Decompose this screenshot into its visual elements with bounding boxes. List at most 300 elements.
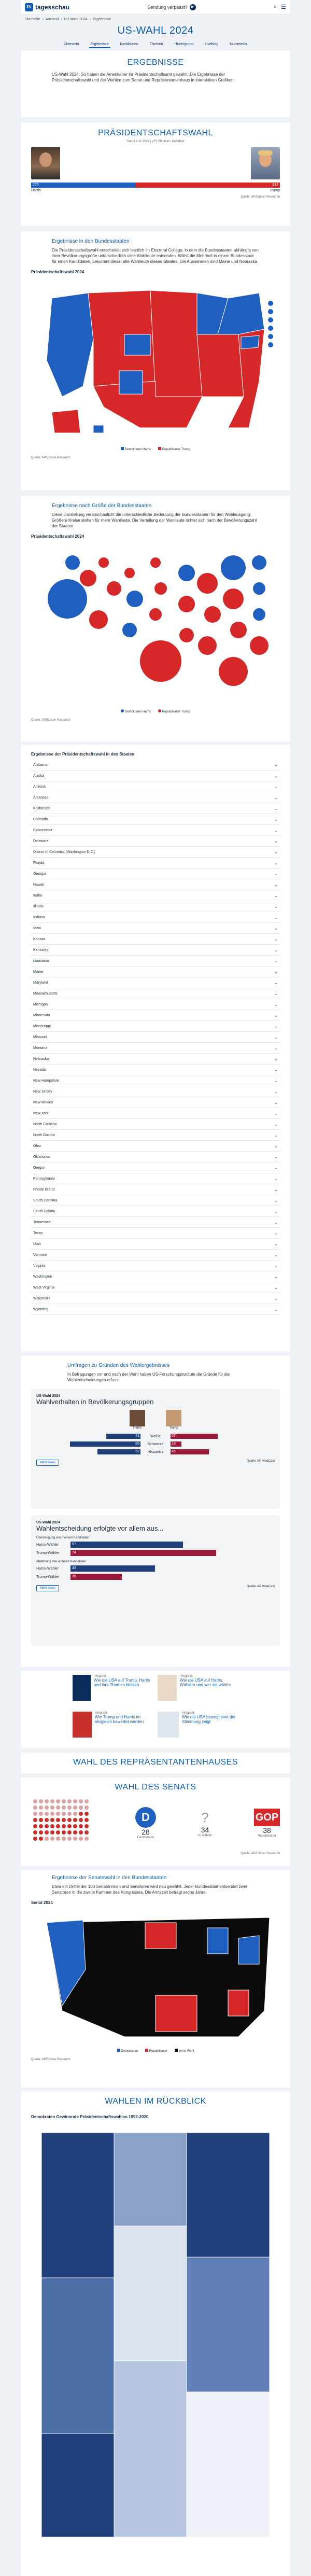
states-map-section (21, 231, 290, 491)
history-section (21, 2092, 290, 2576)
senate-seat (84, 1812, 89, 1816)
senate-map-state-rep (156, 1995, 197, 2032)
dem-label: Demokraten (137, 1836, 154, 1839)
chevron-down-icon: ⌄ (274, 1198, 278, 1203)
presidential-section (21, 122, 290, 226)
section-tabs (62, 41, 249, 48)
chevron-down-icon: ⌄ (274, 773, 278, 778)
state-accordion-row[interactable] (31, 869, 280, 879)
state-accordion-row[interactable] (31, 1065, 280, 1075)
breadcrumb: Startseite › Ausland › US-Wahl 2024 › Ergebnisse (25, 18, 111, 21)
state-name: Montana (33, 1046, 48, 1050)
chevron-down-icon: ⌄ (274, 958, 278, 963)
tagesschau-logo[interactable] (25, 3, 69, 11)
bubble-state (219, 657, 248, 686)
state-name: Delaware (33, 839, 49, 843)
senate-map-source: Quelle: AP/Edison Research (31, 2058, 70, 2061)
senate-seat (62, 1837, 66, 1841)
chevron-down-icon: ⌄ (274, 1067, 278, 1072)
state-accordion-row[interactable] (31, 825, 280, 836)
motivation-row (36, 1542, 275, 1548)
state-name: Maryland (33, 981, 48, 985)
senate-seat (84, 1837, 89, 1841)
state-name: Massachusetts (33, 991, 58, 996)
live-label: Sendung verpasst? (147, 4, 188, 10)
state-name: Oregon (33, 1166, 46, 1170)
state-name: New Mexico (33, 1100, 53, 1104)
tab-results[interactable]: Ergebnisse (89, 41, 110, 48)
history-map-region (114, 2133, 187, 2226)
state-accordion-row[interactable] (31, 901, 280, 912)
state-name: Vermont (33, 1253, 47, 1257)
senate-heading: WAHL DES SENATS (115, 1783, 196, 1791)
state-name: Connecticut (33, 828, 52, 832)
live-link[interactable] (147, 4, 196, 10)
trump-group-bar (171, 1449, 209, 1454)
state-accordion-row[interactable] (31, 836, 280, 847)
card-kicker: US-Wahl 2024 (36, 1394, 61, 1398)
senate-seat (45, 1818, 49, 1822)
state-accordion-row[interactable] (31, 1043, 280, 1054)
state-accordion-row[interactable] (31, 934, 280, 945)
state-name: West Virginia (33, 1285, 54, 1290)
tab-liveblog[interactable]: Liveblog (205, 43, 219, 46)
bubble-state (223, 589, 244, 609)
bubble-map-legend (31, 709, 280, 713)
state-accordion-row[interactable] (31, 956, 280, 967)
state-name: District of Columbia (Washington D.C.) (33, 850, 95, 854)
senate-seat (39, 1837, 43, 1841)
map-midwest-south (197, 334, 244, 397)
senate-seat-grid (31, 1797, 93, 1849)
senate-seat (67, 1812, 72, 1816)
legend-rep: Republikaner Trump (162, 448, 190, 451)
chevron-down-icon: ⌄ (274, 1274, 278, 1279)
tab-overview[interactable]: Übersicht (64, 43, 79, 46)
state-accordion-row[interactable] (31, 1108, 280, 1119)
chevron-down-icon: ⌄ (274, 882, 278, 887)
state-accordion-row[interactable] (31, 1271, 280, 1282)
chevron-down-icon: ⌄ (274, 1100, 278, 1105)
state-accordion-row[interactable] (31, 988, 280, 999)
bubble-state (204, 606, 221, 623)
chevron-down-icon: ⌄ (274, 991, 278, 996)
senate-seat (79, 1830, 83, 1835)
state-accordion-row[interactable] (31, 792, 280, 803)
senate-seat (67, 1805, 72, 1810)
chevron-down-icon: ⌄ (274, 849, 278, 855)
senate-seat (39, 1830, 43, 1835)
trump-name: Trump (270, 189, 280, 192)
history-map[interactable] (31, 2122, 280, 2547)
survey-card-groups (31, 1389, 280, 1508)
senate-seat (56, 1799, 60, 1803)
state-accordion-row[interactable] (31, 1130, 280, 1141)
state-accordion-row[interactable] (31, 1217, 280, 1228)
site-header (21, 0, 290, 15)
senate-seat (73, 1812, 77, 1816)
bubble-state (178, 596, 195, 612)
harris-group-bar (70, 1441, 140, 1447)
card-source: Quelle: AP VoteCast (246, 1460, 275, 1463)
state-name: Tennessee (33, 1220, 51, 1224)
state-name: Virginia (33, 1264, 46, 1268)
tab-background[interactable]: Hintergrund (174, 43, 194, 46)
breadcrumb-item[interactable]: Ausland (45, 18, 59, 21)
motivation-row (36, 1550, 275, 1556)
search-icon[interactable]: ⌕ (273, 4, 277, 10)
menu-icon[interactable]: ☰ (281, 4, 286, 10)
state-accordion-row[interactable] (31, 1261, 280, 1271)
teaser-title: Wie die USA bewegt sind die Stimmung zeigt (181, 1715, 235, 1724)
state-accordion-row[interactable] (31, 771, 280, 781)
state-accordion-row[interactable] (31, 760, 280, 771)
senate-map-legend (31, 2049, 280, 2053)
state-accordion-row[interactable] (31, 999, 280, 1010)
senate-seat (79, 1824, 83, 1828)
bubble-map-heading: Ergebnisse nach Größe der Bundesstaaten (52, 503, 152, 509)
more-button[interactable]: Mehr lesen (36, 1585, 59, 1591)
play-icon: ▶ (190, 4, 196, 10)
senate-seat (84, 1824, 89, 1828)
rep-seat-count: 38 (263, 1826, 271, 1835)
gop-logo-icon: GOP (254, 1809, 280, 1826)
chevron-down-icon: ⌄ (274, 817, 278, 822)
senate-map-state-dem (207, 1928, 228, 1954)
card-title: Wahlverhalten in Bevölkerungsgruppen (36, 1398, 154, 1406)
senate-seat (45, 1812, 49, 1816)
teaser-grid (21, 1671, 290, 1748)
senate-seat (79, 1805, 83, 1810)
bubble-state (48, 579, 87, 619)
bubble-state (221, 555, 246, 580)
harris-group-value: 52 (135, 1450, 139, 1453)
house-heading: WAHL DES REPRÄSENTANTENHAUSES (73, 1758, 238, 1767)
map-small-state-marker (268, 334, 273, 339)
state-accordion-row[interactable] (31, 1119, 280, 1130)
trump-bar (136, 183, 280, 188)
state-accordion-row[interactable] (31, 879, 280, 890)
state-accordion-row[interactable] (31, 967, 280, 977)
state-accordion-row[interactable] (31, 1163, 280, 1173)
senate-map-state-dem (238, 1936, 259, 1964)
senate-seat (73, 1830, 77, 1835)
state-name: Wyoming (33, 1307, 49, 1311)
senate-seat (45, 1799, 49, 1803)
state-accordion-row[interactable] (31, 945, 280, 956)
state-name: Kansas (33, 937, 46, 941)
legend-none: keine Wahl (178, 2050, 194, 2053)
state-accordion-row[interactable] (31, 1075, 280, 1086)
senate-seat (33, 1818, 37, 1822)
state-name: Michigan (33, 1002, 48, 1006)
senate-seat (50, 1830, 54, 1835)
state-name: Iowa (33, 926, 41, 930)
senate-seat (45, 1837, 49, 1841)
breadcrumb-item[interactable]: US-Wahl 2024 (64, 18, 88, 21)
state-name: Arizona (33, 785, 46, 789)
bubble-map-title: Präsidentschaftswahl 2024 (31, 534, 84, 539)
open-seat-count: 34 (201, 1825, 209, 1834)
state-name: Mississippi (33, 1024, 51, 1028)
senate-seat (33, 1837, 37, 1841)
teaser-card[interactable] (73, 1712, 153, 1744)
chevron-down-icon: ⌄ (274, 1307, 278, 1312)
senate-seat (73, 1805, 77, 1810)
state-name: Louisiana (33, 959, 49, 963)
history-chart-title: Demokraten Gewinnrate Präsidentschaftswahlen 1992-2020 (31, 2115, 149, 2119)
state-name: Kentucky (33, 948, 48, 952)
harris-group-value: 41 (135, 1434, 139, 1438)
bubble-state (252, 555, 266, 570)
senate-seat (62, 1812, 66, 1816)
trump-group-value: 46 (172, 1450, 176, 1453)
state-accordion-row[interactable] (31, 1228, 280, 1239)
history-map-region (41, 2278, 114, 2433)
card-harris-label: Harris (133, 1426, 142, 1430)
state-name: Illinois (33, 904, 44, 908)
rep-seats (254, 1809, 280, 1838)
state-accordion-row[interactable] (31, 781, 280, 792)
chevron-down-icon: ⌄ (274, 904, 278, 909)
state-name: Alabama (33, 763, 48, 767)
motivation-rows (36, 1542, 275, 1556)
history-map-region (114, 2226, 187, 2361)
tab-candidates[interactable]: Kandidaten (120, 43, 138, 46)
state-name: Maine (33, 970, 44, 974)
legend-rep: Republikaner (149, 2050, 168, 2053)
state-name: Washington (33, 1275, 52, 1279)
bubble-state (250, 636, 268, 655)
state-accordion-row[interactable] (31, 1282, 280, 1293)
bubble-state (197, 573, 218, 594)
chevron-down-icon: ⌄ (274, 980, 278, 985)
page-title: US-WAHL 2024 (117, 25, 194, 36)
state-accordion-row[interactable] (31, 1239, 280, 1250)
bubble-state (198, 636, 217, 655)
legend-dem: Demokraten Harris (124, 710, 151, 713)
senate-seat (50, 1805, 54, 1810)
state-accordion-row[interactable] (31, 1250, 280, 1261)
bubble-map[interactable] (31, 542, 280, 708)
state-accordion-row[interactable] (31, 814, 280, 825)
map-small-state-marker (268, 301, 273, 306)
state-name: Texas (33, 1231, 43, 1235)
state-accordion-row[interactable] (31, 1097, 280, 1108)
senate-seat (73, 1837, 77, 1841)
democrats-logo-icon: D (135, 1807, 156, 1828)
bubble-state (89, 610, 108, 629)
group-rows (36, 1434, 275, 1454)
map-small-state-marker (268, 309, 273, 314)
state-accordion-row[interactable] (31, 1304, 280, 1315)
history-heading: WAHLEN IM RÜCKBLICK (105, 2097, 206, 2106)
chevron-down-icon: ⌄ (274, 1296, 278, 1301)
chevron-down-icon: ⌄ (274, 1220, 278, 1225)
senate-seat (56, 1837, 60, 1841)
teaser-card[interactable] (158, 1675, 238, 1707)
senate-seat (39, 1805, 43, 1810)
state-accordion-row[interactable] (31, 1086, 280, 1097)
teaser-kicker: Infografik (179, 1675, 193, 1678)
state-list-heading: Ergebnisse der Präsidentschaftswahl in den Staaten (31, 752, 135, 757)
motivation-row (36, 1574, 275, 1580)
motivation-bar (70, 1550, 216, 1556)
bubble-state (230, 622, 247, 638)
states-map-heading: Ergebnisse in den Bundesstaaten (52, 239, 130, 244)
state-accordion-row[interactable] (31, 803, 280, 814)
chevron-down-icon: ⌄ (274, 1132, 278, 1138)
senate-seat (67, 1824, 72, 1828)
card-trump-label: Trump (169, 1426, 178, 1430)
group-row (36, 1449, 275, 1454)
map-small-state-marker (268, 317, 273, 323)
motivation-bar (70, 1565, 155, 1572)
senate-seat (62, 1805, 66, 1810)
state-name: Florida (33, 861, 45, 865)
senate-seat (39, 1824, 43, 1828)
presidential-subtitle: Stand 6.11.2024 | 270 Stimmen: Mehrheit (126, 140, 185, 143)
motivation-bar (70, 1542, 183, 1548)
dem-seat-count: 28 (142, 1828, 150, 1836)
bubble-map-text: Diese Darstellung veranschaulicht die unterschiedliche Bedeutung der Bundesstaaten für den Wahlausgang: Größere Kreise stehen für mehr Wahlleute. Die Verteilung der Wahlleute richtet sich nach der Bevölkerungszahl der Staaten. (52, 512, 257, 528)
map-hawaii (93, 425, 104, 433)
chevron-down-icon: ⌄ (274, 784, 278, 789)
chevron-down-icon: ⌄ (274, 1111, 278, 1116)
state-accordion-row[interactable] (31, 1206, 280, 1217)
survey-section (21, 1355, 290, 1667)
chevron-down-icon: ⌄ (274, 1034, 278, 1040)
breadcrumb-item: Ergebnisse (93, 18, 111, 21)
chevron-down-icon: ⌄ (274, 1002, 278, 1007)
state-accordion-row[interactable] (31, 1010, 280, 1021)
state-name: Oklahoma (33, 1155, 50, 1159)
senate-map-state-rep (228, 1990, 249, 2016)
state-accordion-row[interactable] (31, 1032, 280, 1043)
history-map-region (187, 2392, 270, 2537)
senate-map-title: Senat 2024 (31, 1900, 53, 1905)
state-accordion-row[interactable] (31, 1021, 280, 1032)
group-label: Ablehnung des anderen Kandidaten (36, 1560, 86, 1563)
senate-map[interactable] (31, 1907, 280, 2047)
motivation-label: Harris-Wähler (36, 1566, 59, 1571)
senate-map-heading: Ergebnisse der Senatswahl in den Bundesstaaten (52, 1875, 167, 1881)
teaser-kicker: Infografik (94, 1712, 108, 1715)
teaser-card[interactable] (158, 1712, 238, 1744)
state-accordion-row[interactable] (31, 912, 280, 923)
state-name: Pennsylvania (33, 1177, 55, 1181)
senate-seat (45, 1805, 49, 1810)
tab-multimedia[interactable]: Multimedia (230, 43, 247, 46)
teaser-title: Wie Trump und Harris im Vergleich bewertet werden (94, 1715, 144, 1724)
state-accordion (31, 760, 280, 1315)
state-name: Ohio (33, 1144, 41, 1148)
state-results-section (21, 745, 290, 1351)
senate-seat (50, 1812, 54, 1816)
motivation-bar (70, 1574, 122, 1580)
chevron-down-icon: ⌄ (274, 1122, 278, 1127)
chevron-down-icon: ⌄ (274, 969, 278, 974)
state-accordion-row[interactable] (31, 1195, 280, 1206)
state-accordion-row[interactable] (31, 1293, 280, 1304)
state-name: Georgia (33, 872, 46, 876)
senate-seat (73, 1824, 77, 1828)
trump-group-bar (171, 1441, 181, 1447)
more-button[interactable]: Mehr lesen (36, 1460, 59, 1466)
state-accordion-row[interactable] (31, 890, 280, 901)
states-map-title: Präsidentschaftswahl 2024 (31, 270, 84, 274)
senate-seat (79, 1818, 83, 1822)
state-name: North Carolina (33, 1122, 57, 1126)
rep-label: Republikaner (258, 1835, 276, 1838)
chevron-down-icon: ⌄ (274, 893, 278, 898)
card-title: Wahlentscheidung erfolgte vor allem aus... (36, 1524, 164, 1532)
teaser-title: Wie die USA auf Harris, Wählern und wer sie wählte (179, 1678, 231, 1687)
chevron-down-icon: ⌄ (274, 1078, 278, 1083)
motivation-rows (36, 1565, 275, 1580)
state-accordion-row[interactable] (31, 1054, 280, 1065)
group-label: Schwarze (147, 1442, 164, 1446)
map-plains (150, 290, 202, 397)
trump-group-bar (171, 1434, 218, 1439)
harris-group-value: 85 (135, 1442, 139, 1446)
states-map[interactable] (31, 277, 280, 443)
state-accordion-row[interactable] (31, 923, 280, 934)
bubble-state (65, 555, 80, 570)
senate-seat (67, 1818, 72, 1822)
senate-seat (33, 1812, 37, 1816)
senate-seat (39, 1812, 43, 1816)
chevron-down-icon: ⌄ (274, 915, 278, 920)
bubble-state (253, 608, 265, 621)
teaser-card[interactable] (73, 1675, 153, 1707)
state-name: New Hampshire (33, 1079, 59, 1083)
senate-seat (56, 1818, 60, 1822)
state-name: North Dakota (33, 1133, 55, 1137)
state-name: Wisconsin (33, 1296, 50, 1300)
state-name: Indiana (33, 915, 45, 919)
bubble-state (154, 582, 167, 595)
trump-portrait (251, 147, 280, 179)
harris-bar (31, 183, 136, 188)
state-accordion-row[interactable] (31, 1141, 280, 1152)
state-accordion-row[interactable] (31, 1173, 280, 1184)
senate-seat (39, 1799, 43, 1803)
harris-name: Harris (31, 189, 41, 192)
harris-portrait (31, 147, 60, 179)
teaser-kicker: Infografik (93, 1675, 107, 1678)
state-accordion-row[interactable] (31, 847, 280, 858)
senate-seat (62, 1824, 66, 1828)
senate-seat (50, 1824, 54, 1828)
bubble-state (80, 570, 96, 586)
state-name: Rhode Island (33, 1187, 55, 1192)
teaser-kicker: Infografik (181, 1712, 195, 1715)
motivation-row (36, 1565, 275, 1572)
senate-seat (67, 1830, 72, 1835)
chevron-down-icon: ⌄ (274, 828, 278, 833)
teaser-title: Wie die USA auf Trump, Harris und ihre Themen blicken (93, 1678, 150, 1687)
state-accordion-row[interactable] (31, 977, 280, 988)
state-accordion-row[interactable] (31, 1152, 280, 1163)
state-name: Missouri (33, 1035, 47, 1039)
breadcrumb-item[interactable]: Startseite (25, 18, 40, 21)
state-accordion-row[interactable] (31, 1184, 280, 1195)
state-accordion-row[interactable] (31, 858, 280, 869)
senate-seat (84, 1818, 89, 1822)
tab-topics[interactable]: Themen (149, 43, 163, 46)
senate-seat (62, 1818, 66, 1822)
